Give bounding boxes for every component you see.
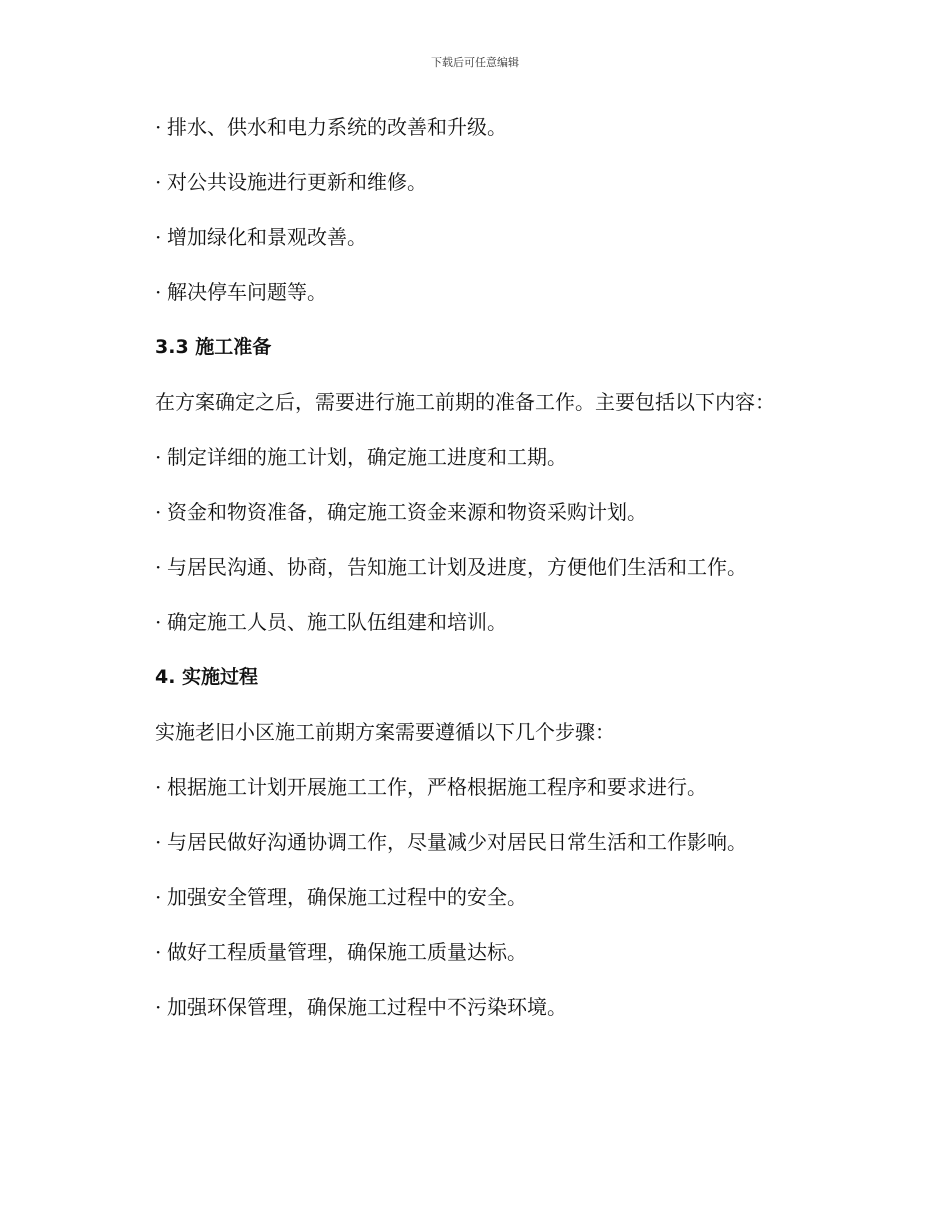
list-item	[155, 275, 835, 330]
list-item-text: 资金和物资准备，确定施工资金来源和物资采购计划。	[167, 500, 647, 524]
list-item-text: 解决停车问题等。	[167, 280, 327, 304]
list-item	[155, 440, 835, 495]
list-item-text: 根据施工计划开展施工工作，严格根据施工程序和要求进行。	[167, 775, 707, 799]
list-item-text: 增加绿化和景观改善。	[167, 225, 367, 249]
page-header-note: 下载后可任意编辑	[431, 56, 519, 69]
list-item	[155, 770, 835, 825]
list-item	[155, 825, 835, 880]
list-item	[155, 880, 835, 935]
list-item	[155, 990, 835, 1045]
bullet-marker: ·	[155, 995, 162, 1019]
bullet-marker: ·	[155, 445, 162, 469]
bullet-marker: ·	[155, 940, 162, 964]
bullet-marker: ·	[155, 885, 162, 909]
list-item-text: 加强环保管理，确保施工过程中不污染环境。	[167, 995, 567, 1019]
list-item	[155, 495, 835, 550]
list-item	[155, 935, 835, 990]
section-heading-3-3: 3.3 施工准备	[155, 336, 272, 358]
document-body	[155, 110, 835, 1045]
bullet-marker: ·	[155, 115, 162, 139]
list-item-text: 做好工程质量管理，确保施工质量达标。	[167, 940, 527, 964]
bullet-marker: ·	[155, 610, 162, 634]
list-item	[155, 550, 835, 605]
bullet-marker: ·	[155, 170, 162, 194]
list-item-text: 确定施工人员、施工队伍组建和培训。	[167, 610, 507, 634]
list-item-text: 与居民做好沟通协调工作，尽量减少对居民日常生活和工作影响。	[167, 830, 747, 854]
section-intro-paragraph: 实施老旧小区施工前期方案需要遵循以下几个步骤：	[155, 720, 615, 744]
section-intro-paragraph: 在方案确定之后，需要进行施工前期的准备工作。主要包括以下内容：	[155, 390, 775, 414]
bullet-marker: ·	[155, 775, 162, 799]
list-item-text: 排水、供水和电力系统的改善和升级。	[167, 115, 507, 139]
list-item-text: 对公共设施进行更新和维修。	[167, 170, 427, 194]
bullet-marker: ·	[155, 500, 162, 524]
list-item	[155, 110, 835, 165]
list-item	[155, 165, 835, 220]
list-item	[155, 605, 835, 660]
bullet-marker: ·	[155, 280, 162, 304]
list-item-text: 加强安全管理，确保施工过程中的安全。	[167, 885, 527, 909]
bullet-marker: ·	[155, 830, 162, 854]
list-item-text: 制定详细的施工计划，确定施工进度和工期。	[167, 445, 567, 469]
section-heading-4: 4. 实施过程	[155, 666, 259, 688]
list-item-text: 与居民沟通、协商，告知施工计划及进度，方便他们生活和工作。	[167, 555, 747, 579]
bullet-marker: ·	[155, 555, 162, 579]
list-item	[155, 220, 835, 275]
bullet-marker: ·	[155, 225, 162, 249]
